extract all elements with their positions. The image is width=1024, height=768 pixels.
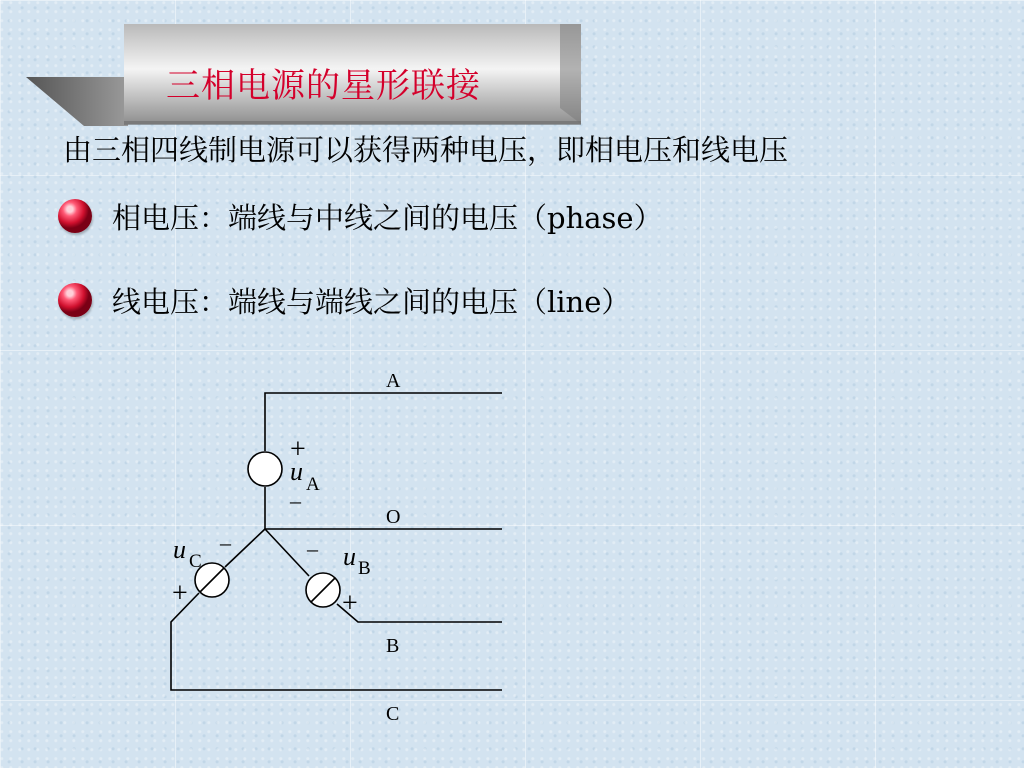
source-b-sub: B — [358, 558, 371, 579]
bullet-text: 线电压：端线与端线之间的电压（line） — [112, 284, 631, 319]
source-a-circle — [248, 452, 282, 486]
terminal-b-label: B — [386, 635, 400, 657]
source-b-var: u — [343, 542, 356, 571]
source-a-minus: – — [290, 488, 301, 513]
terminal-o-label: O — [386, 506, 401, 528]
source-a-plus: + — [290, 434, 306, 465]
source-c-sub: C — [189, 551, 202, 572]
source-c-minus: – — [220, 530, 231, 555]
source-b-plus: + — [342, 588, 358, 619]
bullet-text: 相电压：端线与中线之间的电压（phase） — [112, 200, 663, 235]
wire-c-upper — [225, 529, 265, 567]
wire-c-lower — [171, 593, 502, 690]
source-a-var: u — [290, 457, 303, 486]
intro-text: 由三相四线制电源可以获得两种电压，即相电压和线电压 — [63, 133, 789, 167]
wire-b-lower — [337, 604, 502, 622]
terminal-c-label: C — [386, 703, 400, 725]
source-b-minus: – — [307, 536, 318, 561]
terminal-a-label: A — [386, 370, 401, 392]
wire-b-upper — [265, 529, 309, 576]
source-c-plus: + — [172, 578, 188, 609]
page-title: 三相电源的星形联接 — [166, 66, 481, 106]
source-c-var: u — [173, 535, 186, 564]
source-a-sub: A — [306, 474, 320, 495]
